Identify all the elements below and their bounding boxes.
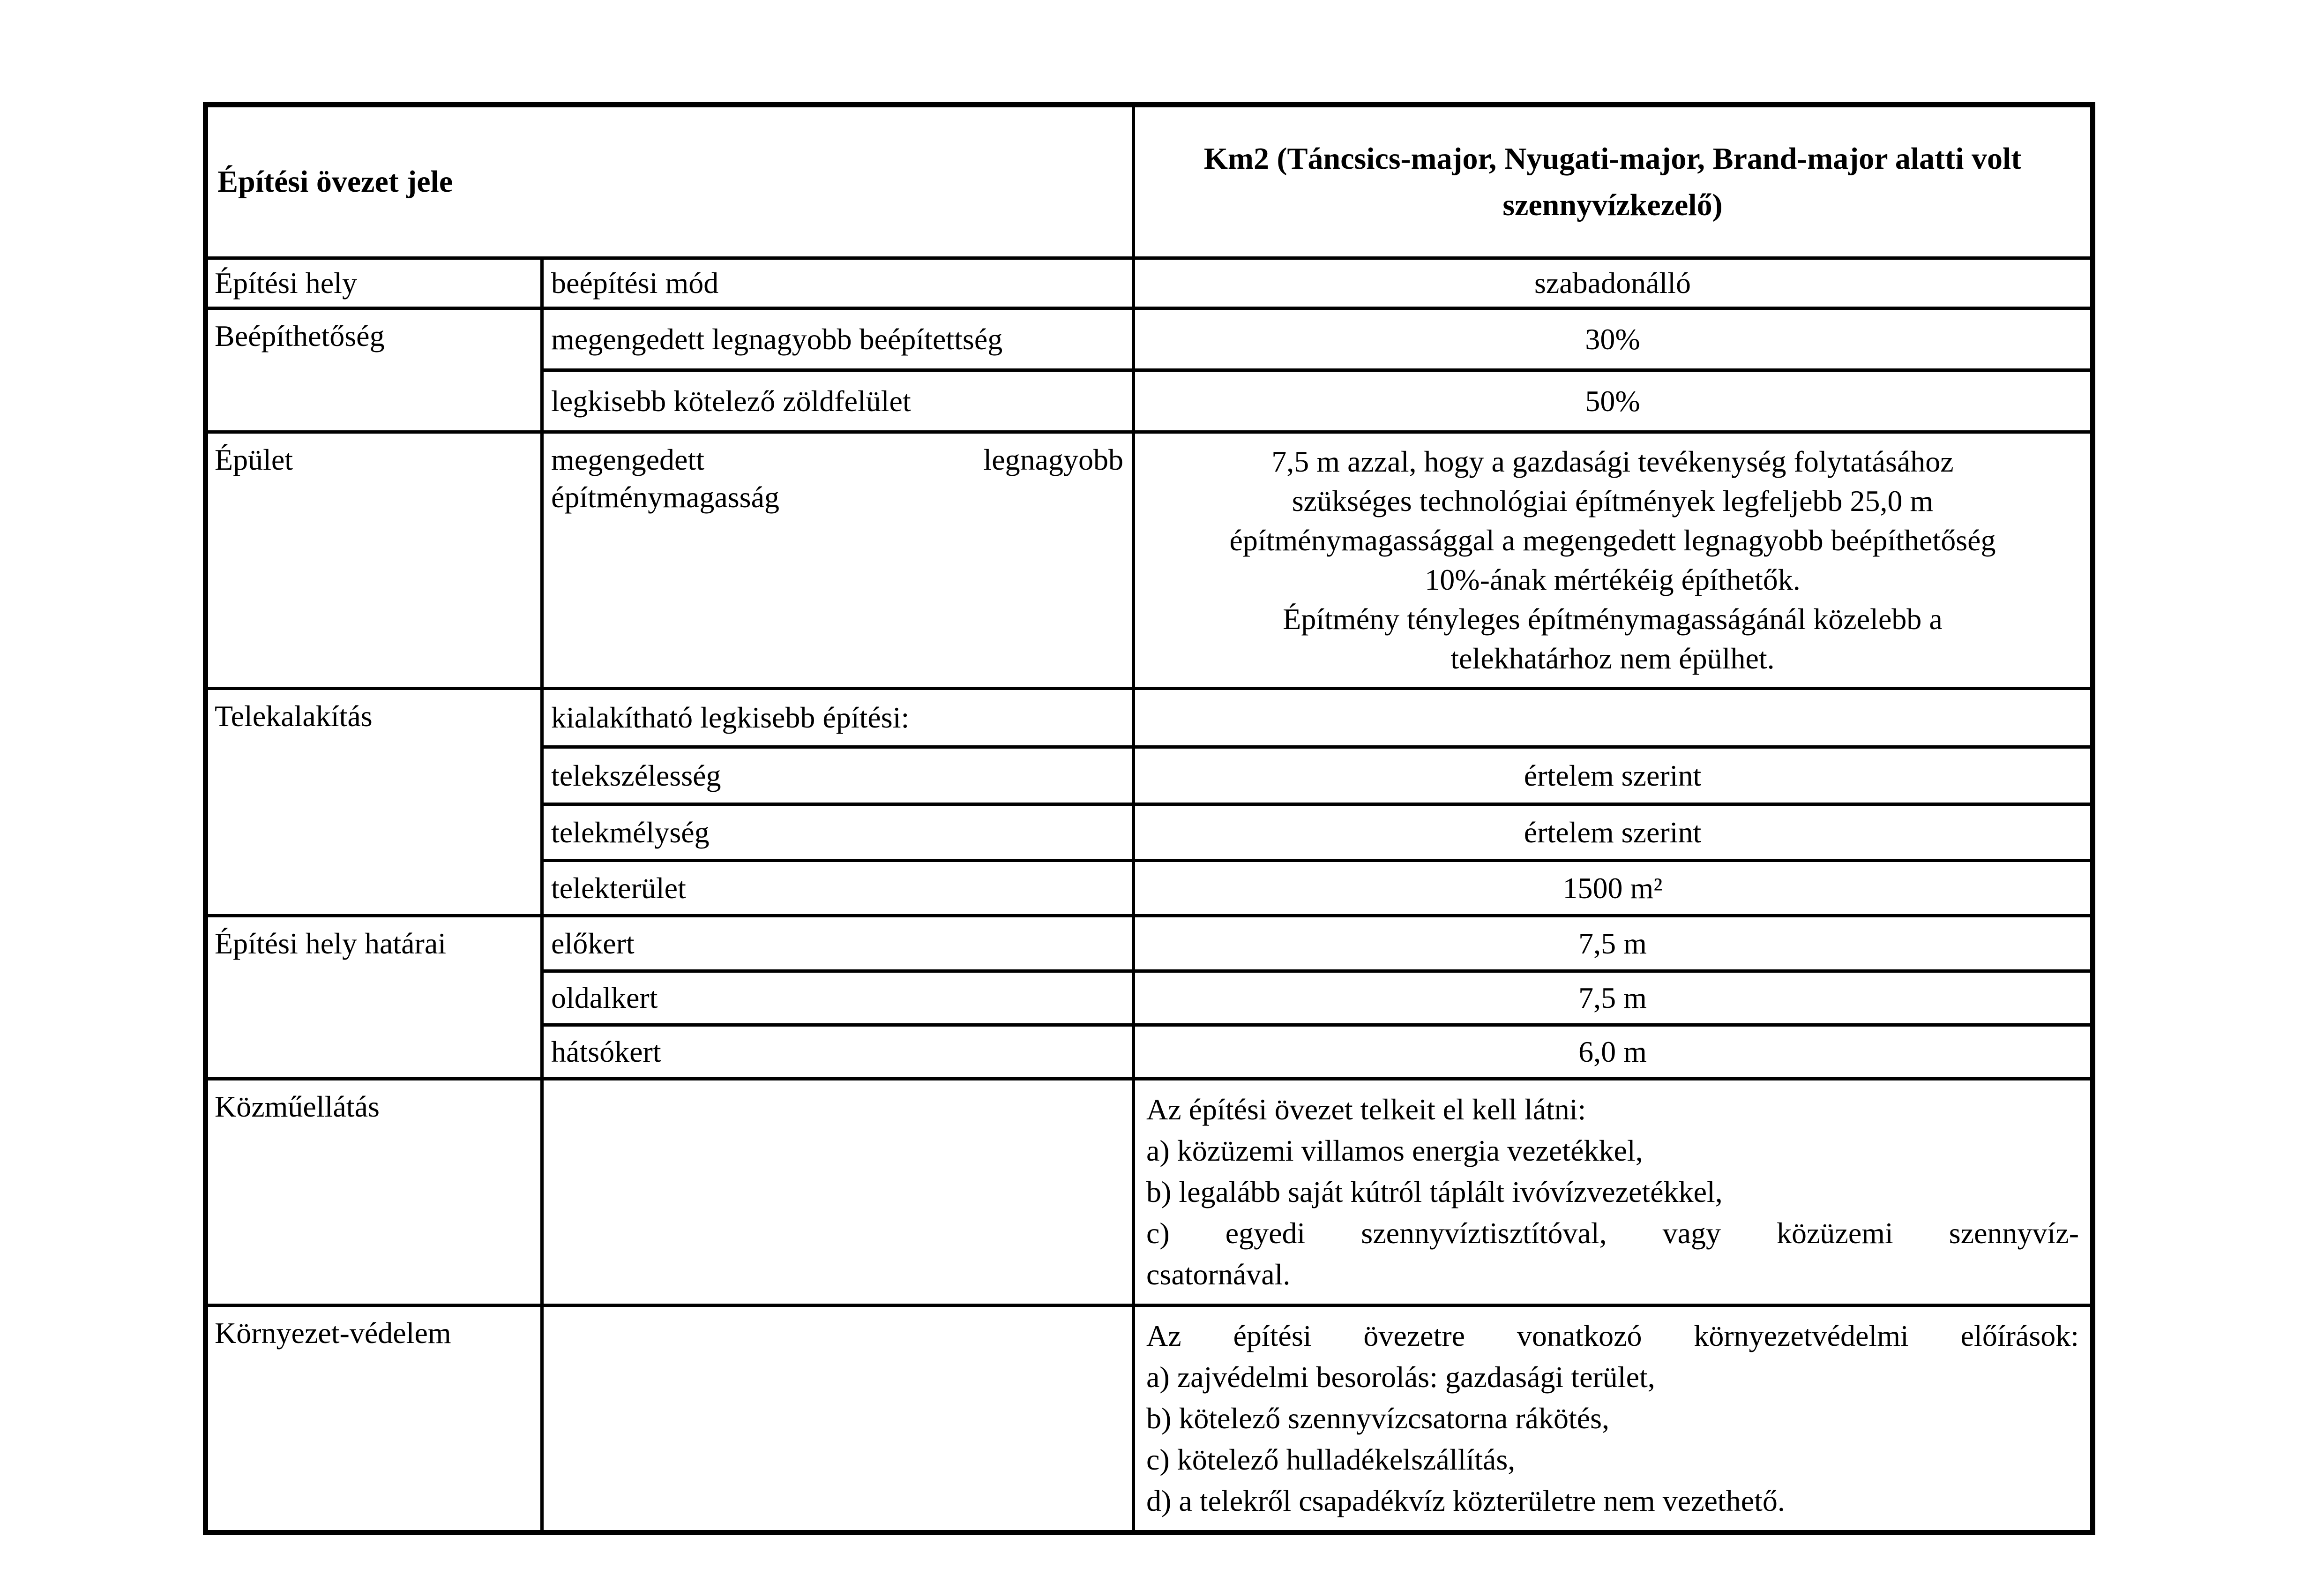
plot-intro-param: kialakítható legkisebb építési: <box>542 689 1134 747</box>
boundary-rear-value: 6,0 m <box>1134 1025 2093 1079</box>
coverage-green-value: 50% <box>1134 370 2093 432</box>
building-value-line: Építmény tényleges építménymagasságánál közelebb a <box>1283 602 1943 636</box>
utilities-value-line: c) egyedi szennyvíztisztítóval, vagy közüzemi szennyvíz- <box>1146 1216 2079 1250</box>
plot-area-param: telekterület <box>542 861 1134 916</box>
building-site-value: szabadonálló <box>1134 258 2093 308</box>
building-value <box>1134 432 2093 689</box>
building-param-line2: építménymagasság <box>551 480 779 514</box>
utilities-label: Közműellátás <box>206 1079 542 1305</box>
plot-formation-label: Telekalakítás <box>206 689 542 916</box>
utilities-value-line: b) legalább saját kútról táplált ivóvízvezetékkel, <box>1146 1175 1723 1208</box>
environment-value-line: Az építési övezetre vonatkozó környezetvédelmi előírások: <box>1146 1319 2079 1352</box>
utilities-empty-cell <box>542 1079 1134 1305</box>
building-param-word1: megengedett <box>551 443 704 476</box>
building-label: Épület <box>206 432 542 689</box>
environment-value-line: a) zajvédelmi besorolás: gazdasági terület, <box>1146 1360 1655 1394</box>
building-param-word2: legnagyobb <box>983 443 1123 476</box>
building-value-line: 10%-ának mértékéig építhetők. <box>1425 563 1801 596</box>
environment-value-line: c) kötelező hulladékelszállítás, <box>1146 1443 1516 1476</box>
environment-value <box>1134 1305 2093 1533</box>
building-value-line: 7,5 m azzal, hogy a gazdasági tevékenység folytatásához <box>1271 445 1954 478</box>
plot-width-value: értelem szerint <box>1134 747 2093 804</box>
site-boundaries-label: Építési hely határai <box>206 916 542 1079</box>
environment-value-line: b) kötelező szennyvízcsatorna rákötés, <box>1146 1402 1610 1435</box>
header-zone-label: Építési övezet jele <box>206 105 1134 258</box>
boundary-rear-param: hátsókert <box>542 1025 1134 1079</box>
plot-width-param: telekszélesség <box>542 747 1134 804</box>
utilities-value-line: Az építési övezet telkeit el kell látni: <box>1146 1093 1586 1126</box>
boundary-front-param: előkert <box>542 916 1134 971</box>
building-value-line: szükséges technológiai építmények legfeljebb 25,0 m <box>1292 484 1934 518</box>
zoning-regulations-table <box>203 102 2095 1535</box>
building-param-line1 <box>551 441 1123 479</box>
coverage-green-param: legkisebb kötelező zöldfelület <box>542 370 1134 432</box>
boundary-front-value: 7,5 m <box>1134 916 2093 971</box>
environment-value-line: d) a telekről csapadékvíz közterületre nem vezethető. <box>1146 1484 1785 1517</box>
utilities-value-line: csatornával. <box>1146 1258 1291 1291</box>
building-value-line: telekhatárhoz nem épülhet. <box>1450 642 1775 675</box>
utilities-value <box>1134 1079 2093 1305</box>
plot-area-value: 1500 m² <box>1134 861 2093 916</box>
coverage-label: Beépíthetőség <box>206 308 542 432</box>
building-site-label: Építési hely <box>206 258 542 308</box>
coverage-max-param: megengedett legnagyobb beépítettség <box>542 308 1134 370</box>
plot-intro-value <box>1134 689 2093 747</box>
utilities-value-line: a) közüzemi villamos energia vezetékkel, <box>1146 1134 1643 1167</box>
environment-label: Környezet-védelem <box>206 1305 542 1533</box>
header-zone-value: Km2 (Táncsics-major, Nyugati-major, Brand-major alatti volt szennyvízkezelő) <box>1134 105 2093 258</box>
environment-empty-cell <box>542 1305 1134 1533</box>
plot-depth-param: telekmélység <box>542 804 1134 861</box>
boundary-side-param: oldalkert <box>542 971 1134 1025</box>
boundary-side-value: 7,5 m <box>1134 971 2093 1025</box>
building-value-line: építménymagassággal a megengedett legnagyobb beépíthetőség <box>1229 524 1996 557</box>
building-site-param: beépítési mód <box>542 258 1134 308</box>
building-param <box>542 432 1134 689</box>
coverage-max-value: 30% <box>1134 308 2093 370</box>
plot-depth-value: értelem szerint <box>1134 804 2093 861</box>
